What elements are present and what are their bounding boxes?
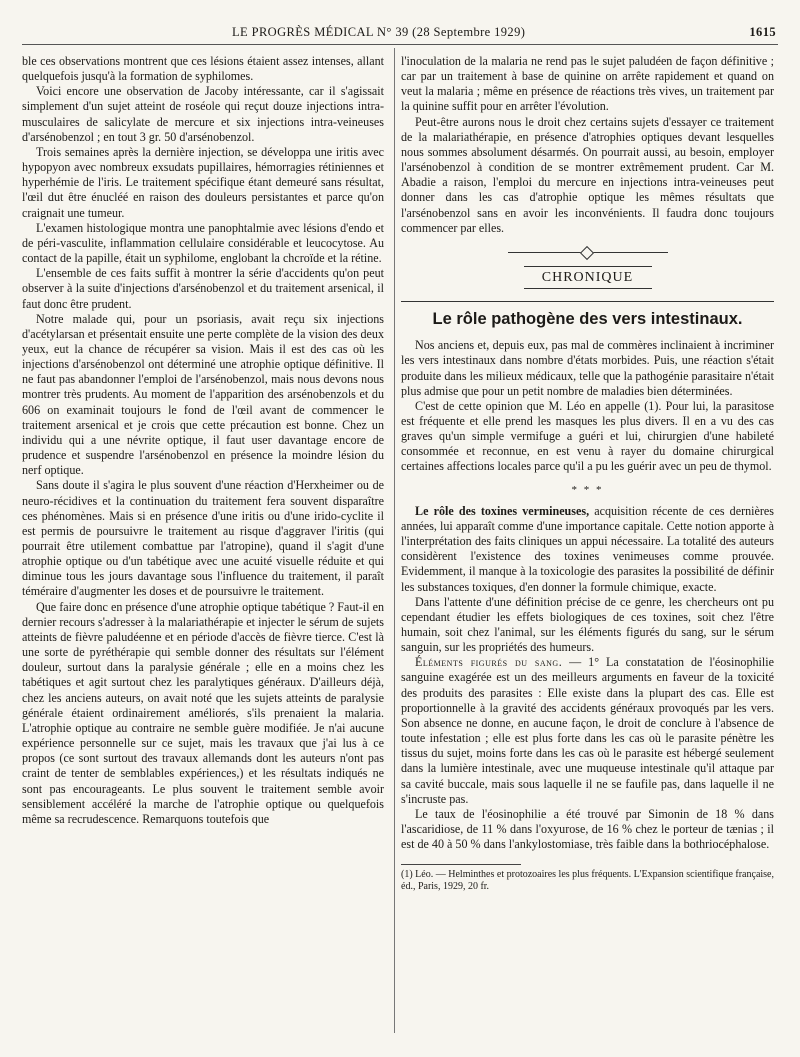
toxins-text: acquisition récente de ces dernières années, lui apparaît comme d'une importance capitale. Cette notion apporte à l'interprétation des faits cliniques un appui nécessaire. La totalité des auteurs considèrent l'existence des toxines venimeuses comme prouvée. Evidemment, il manque à la toxicologie des parasites la possibilité de définir les substances toxiques, d'en donner la formule chimique, exacte.	[401, 503, 774, 594]
elements-paragraph	[401, 655, 774, 807]
journal-running-title: LE PROGRÈS MÉDICAL N° 39 (28 Septembre 1929)	[232, 25, 526, 39]
attente-paragraph: Dans l'attente d'une définition précise de ce genre, les chercheurs ont pu cependant étudier les effets biologiques de ces toxines, soit chez l'être humain, soit chez l'animal, sur les éléments figurés du sang, sur le sérum sanguin, sur les propriétés des humeurs.	[401, 594, 774, 655]
asterism-separator: * * *	[571, 483, 604, 496]
page-number: 1615	[749, 25, 776, 39]
left-paragraph: Sans doute il s'agira le plus souvent d'une réaction d'Herxheimer ou de neuro-récidives et la continuation du traitement fera souvent disparaître ces phénomènes. Mais si en présence d'une iritis ou d'une irido-cyclite il est permis de poursuivre le traitement au risque d'aggraver l'iritis (qui pourrait être utilement combattue par l'atropine), quand il s'agit d'une atrophie optique ou d'un tabétique avec une acuité visuelle réduite et qui diminue tous les jours davantage sous l'influence du traitement, il paraît téméraire d'augmenter les doses et de poursuivre le traitement.	[22, 478, 384, 599]
elements-lead: Éléments figurés du sang.	[415, 655, 563, 670]
column-divider	[394, 48, 395, 1033]
footnote-rule	[401, 864, 521, 865]
left-paragraph: Trois semaines après la dernière injection, se développa une iritis avec hypopyon avec nombreux exsudats pupillaires, hémorragies rétiniennes et hyperhémie de l'iris. Le traitement spécifique étant demeuré sans résultat, l'œil dut être énucléé en raison des douleurs persistantes et parce qu'on craignait une tumeur.	[22, 144, 384, 220]
left-paragraph: ble ces observations montrent que ces lésions étaient assez intenses, allant quelquefois jusqu'à la formation de syphilomes.	[22, 54, 384, 84]
ornament-divider	[508, 248, 668, 256]
left-paragraph: Notre malade qui, pour un psoriasis, avait reçu six injections d'acétylarsan et présentait ensuite une perte complète de la vision des deux yeux, eut la chance de récupérer sa vision. Mais il est des cas où les injections d'arsénobenzol ont déterminé une atrophie optique définitive. Il ne faut pas abandonner l'emploi de l'arsénobenzol, mais nous devons nous montrer très prudents. Au moment de l'apparition des arsénobenzols et du 606 on examinait toujours le fond de l'œil avant de commencer le traitement arsenical et je crois que cette précaution est bonne. Chez un individu qui a une névrite optique, il faut user davantage encore de prudence et suspendre l'arsénobenzol en présence la moindre lésion du nerf optique.	[22, 311, 384, 478]
right-paragraph: l'inoculation de la malaria ne rend pas le sujet paludéen de façon définitive ; car par un traitement à base de quinine on arrête rapidement et quand on veut la malaria ; même en présence de réactions très vives, un traitement par la quinine suffit pour en arrêter l'évolution.	[401, 54, 774, 114]
article-paragraph: C'est de cette opinion que M. Léo en appelle (1). Pour lui, la parasitose est fréquente et elle prend les masques les plus divers. Il en a vu des cas graves qu'un simple vermifuge a guéri et lui, chirurgien d'une habileté consommée et reconnue, en est venu à rayer du domaine chirurgical certaines affections locales parce qu'il a pu les guérir avec un peu de thymol.	[401, 398, 774, 474]
elements-text: — 1° La constatation de l'éosinophilie sanguine exagérée est un des meilleurs arguments en faveur de la toxicité des produits des parasites : Elle existe dans la plupart des cas. Elle est proportionnelle à la gravité des accidents généraux provoqués par les vers. Son absence ne donne, en aucune façon, le droit de conclure à l'absence de toute infestation ; elle est plus forte dans les cas où le parasite pénètre les tissus du sujet, moins forte dans les cas où le parasite est hébergé seulement dans la lumière intestinale, avec une muqueuse intestinale qu'il attaque par sa cavité buccale, mais sous laquelle il ne se faufile pas, dans laquelle il ne s'incruste pas.	[401, 655, 774, 806]
left-paragraph: Que faire donc en présence d'une atrophie optique tabétique ? Faut-il en dernier recours s'adresser à la malariathérapie et injecter le sérum de sujets atteints de fièvre paludéenne et en période d'accès de fièvre tierce. C'est là une sorte de pyréthérapie qui semble donner des résultats sur l'élément douleur, surtout dans la paralysie générale ; elle en a moins chez les tabétiques et agit surtout chez les paralytiques généraux. D'ailleurs déjà, chez les anciens auteurs, on avait noté que les sujets atteints de paralysie générale étaient ordinairement améliorés, s'ils prenaient la malaria. L'atrophie optique au contraire ne semble guère modifiée. Je n'ai aucune expérience personnelle sur ce sujet, mais les travaux que j'ai lus à ce propos (ce sont surtout des travaux allemands dont les auteurs n'ont pas craint de tenter de semblables expériences,) et les résultats indiqués ne sont pas encourageants. Le plus souvent le traitement semble avoir sensiblement accéléré la marche de l'atrophie optique ou quelquefois même sa recrudescence. Remarquons toutefois que	[22, 599, 384, 826]
section-rule	[401, 301, 774, 302]
left-paragraph: L'examen histologique montra une panophtalmie avec lésions d'endo et de péri-vasculite, inflammation cellulaire considérable et leucocytose. Au contact de la papille, était un syphilome, englobant la chcroïde et la rétine.	[22, 220, 384, 266]
header-rule	[22, 44, 778, 45]
article-paragraph: Nos anciens et, depuis eux, pas mal de commères inclinaient à incriminer les vers intestinaux dans nombre d'états morbides. Puis, une réaction s'était produite dans les milieux médicaux, telle que la pathogénie parasitaire n'était plus admise que pour un petit nombre de maladies bien déterminées.	[401, 338, 774, 398]
right-paragraph: Peut-être aurons nous le droit chez certains sujets d'essayer ce traitement de la malariathérapie, en présence d'atrophies optiques devant lesquelles nous sommes absolument désarmés. On pourrait aussi, au besoin, employer l'arsénobenzol à condition de se montrer extrêmement prudent. Car M. Abadie a raison, l'emploi du mercure en injections intra-veineuses peut donner dans les cas d'atrophie optique les mêmes résultats que l'arsénobenzol sans en avoir les inconvénients. Il faudra donc toujours commencer par elles.	[401, 114, 774, 235]
left-paragraph: Voici encore une observation de Jacoby intéressante, car il s'agissait simplement d'un sujet atteint de roséole qui reçut douze injections intra-musculaires de salicylate de mercure et six injections intra-veineuses d'arsénobenzol ; en tout 3 gr. 50 d'arsénobenzol.	[22, 84, 384, 144]
right-column	[401, 54, 774, 893]
article-title: Le rôle pathogène des vers intestinaux.	[432, 310, 743, 329]
left-paragraph: L'ensemble de ces faits suffit à montrer la série d'accidents qu'on peut observer à la suite d'injections d'arsénobenzol et du traitement arsenical, il faut donc être prudent.	[22, 266, 384, 311]
left-column	[22, 54, 384, 827]
page-header	[22, 22, 778, 44]
toxins-paragraph	[401, 504, 774, 595]
section-heading: CHRONIQUE	[524, 266, 652, 289]
toxins-lead: Le rôle des toxines vermineuses,	[415, 503, 590, 518]
footnote: (1) Léo. — Helminthes et protozoaires les plus fréquents. L'Expansion scientifique française, éd., Paris, 1929, 20 fr.	[401, 869, 774, 893]
taux-paragraph: Le taux de l'éosinophilie a été trouvé par Simonin de 18 % dans l'ascaridiose, de 11 % dans l'oxyurose, de 16 % chez le porteur de tænias ; il est de 40 à 50 % dans l'ankylostomiase, très faible dans la bothriocéphalose.	[401, 806, 774, 852]
